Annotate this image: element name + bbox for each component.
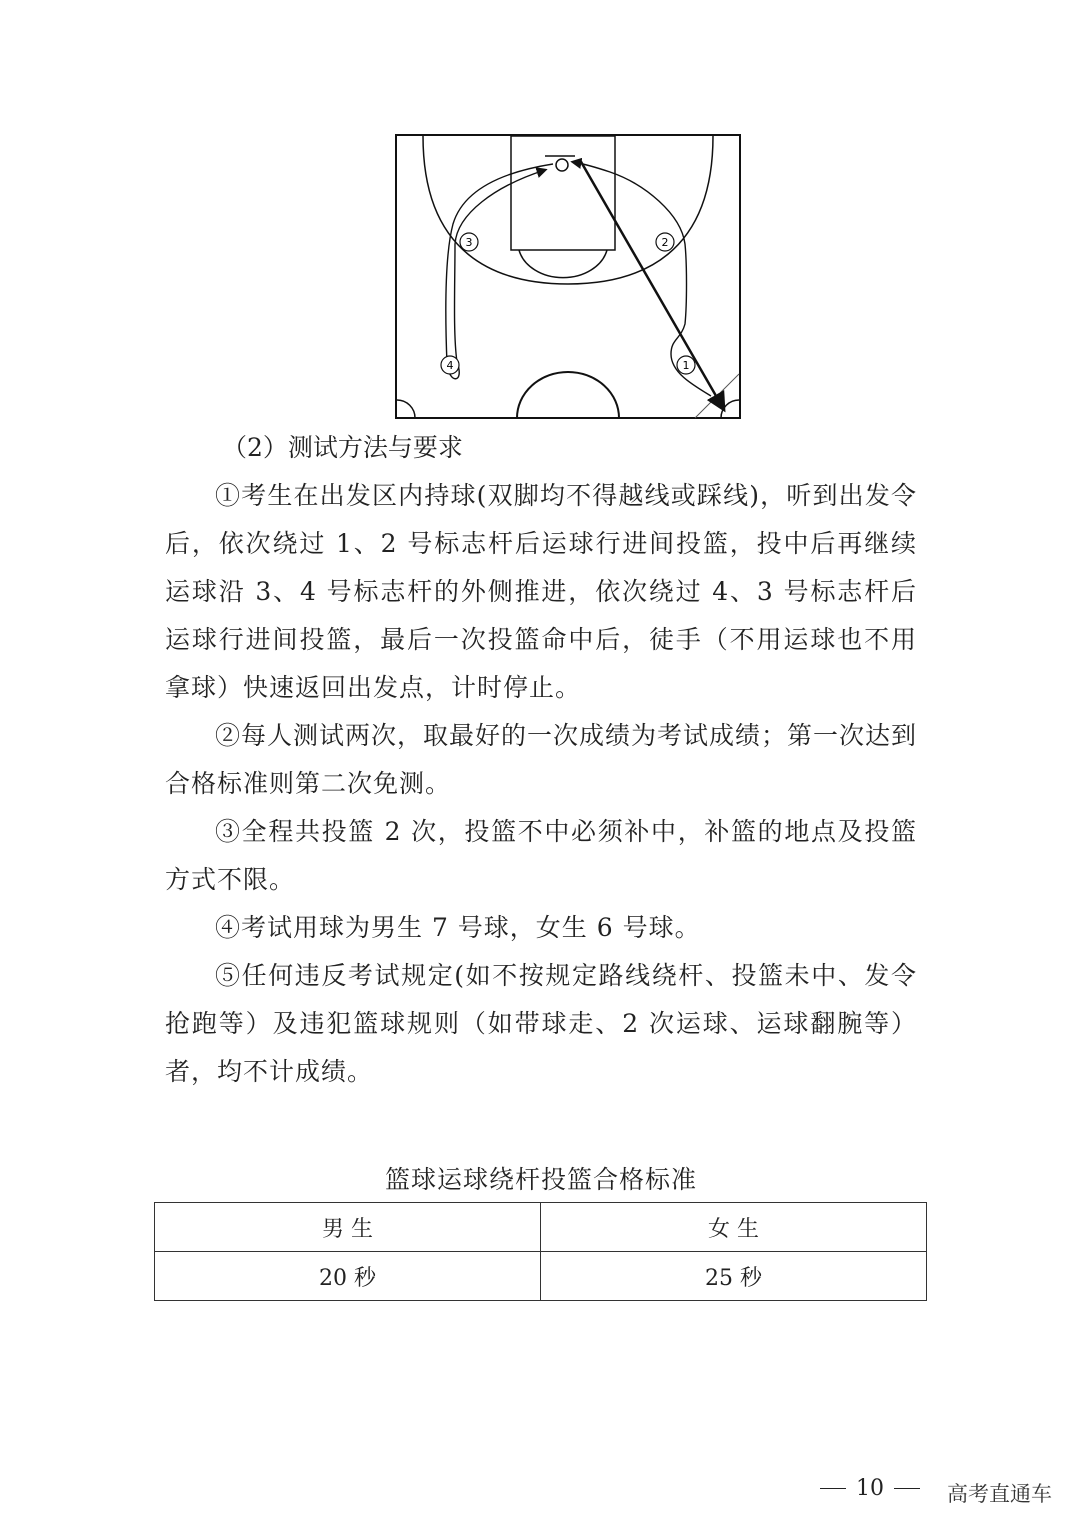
- standards-table: [154, 1202, 927, 1301]
- pole-label: 2: [661, 236, 669, 249]
- pole-label: 1: [682, 359, 690, 372]
- pole-3: [460, 233, 478, 251]
- paragraph-1: ①考生在出发区内持球(双脚均不得越线或踩线)，听到出发令后，依次绕过 1、2 号标志杆后运球行进间投篮，投中后再继续运球沿 3、4 号标志杆的外侧推进，依次绕过 4、3 号标志杆后运球行进间投篮，最后一次投篮命中后，徒手（不用运球也不用拿球）快速返回出发点，计时停止。: [165, 481, 917, 702]
- dash-right: [894, 1488, 920, 1489]
- watermark: 高考直通车: [947, 1482, 1052, 1506]
- pole-label: 3: [465, 236, 473, 249]
- value-female: 25 秒: [541, 1252, 927, 1301]
- pole-2: [656, 233, 674, 251]
- pole-label: 4: [446, 359, 454, 372]
- court-boundary: [396, 135, 740, 418]
- value-male: 20 秒: [155, 1252, 541, 1301]
- paragraph-4: ④考试用球为男生 7 号球，女生 6 号球。: [215, 913, 701, 942]
- table-title: 篮球运球绕杆投篮合格标准: [384, 1165, 697, 1194]
- three-point-arc: [423, 136, 713, 284]
- section-heading: （2）测试方法与要求: [222, 433, 463, 462]
- paragraph-3: ③全程共投篮 2 次，投篮不中必须补中，补篮的地点及投篮方式不限。: [165, 817, 917, 894]
- page-number: [820, 1476, 920, 1501]
- page-number-text: 10: [856, 1476, 884, 1501]
- header-male: 男 生: [155, 1203, 541, 1252]
- paragraph-5: ⑤任何违反考试规定(如不按规定路线绕杆、投篮未中、发令抢跑等）及违犯篮球规则（如带球走、2 次运球、运球翻腕等）者，均不计成绩。: [165, 961, 917, 1086]
- paragraph-2: ②每人测试两次，取最好的一次成绩为考试成绩；第一次达到合格标准则第二次免测。: [165, 721, 918, 798]
- court-diagram: [395, 134, 741, 420]
- table-row: [155, 1252, 927, 1301]
- header-female: 女 生: [541, 1203, 927, 1252]
- pole-1: [677, 356, 695, 374]
- dash-left: [820, 1488, 846, 1489]
- pole-4: [441, 356, 459, 374]
- center-circle: [517, 372, 619, 418]
- table-header-row: [155, 1203, 927, 1252]
- hoop: [556, 159, 568, 171]
